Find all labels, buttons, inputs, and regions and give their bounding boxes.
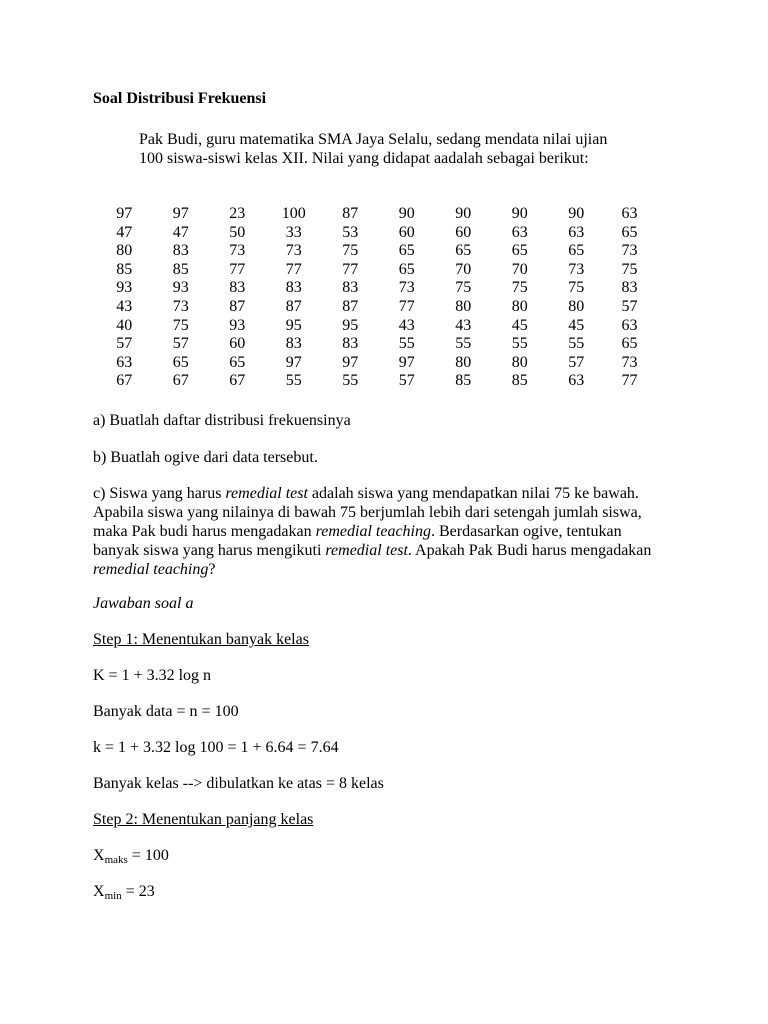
table-cell: 73 [621,242,638,260]
table-cell: 77 [229,260,246,278]
table-cell: 47 [116,223,133,241]
table-cell: 75 [342,242,359,260]
table-cell: 85 [511,372,528,390]
table-cell: 55 [455,335,472,353]
xmax-base: X [93,847,105,864]
table-cell: 80 [568,297,585,315]
step2-xmax [93,846,673,865]
table-cell: 67 [229,372,246,390]
table-cell: 93 [116,279,133,297]
question-a: a) Buatlah daftar distribusi frekuensinya [93,412,351,429]
table-cell: 65 [621,335,638,353]
table-cell: 83 [621,279,638,297]
table-cell: 97 [342,353,359,371]
question-c-text: ? [208,561,216,578]
question-c-emphasis: remedial test [225,485,308,502]
table-cell: 60 [229,335,246,353]
step1-heading: Step 1: Menentukan banyak kelas [93,631,309,648]
question-c-emphasis: remedial teaching [315,523,431,540]
table-cell: 65 [511,242,528,260]
question-c-text: adalah siswa yang mendapatkan nilai 75 ke bawah. Apabila siswa yang nilainya di bawah 75 berjumlah lebih dari setengah jumlah siswa, maka Pak budi harus mengadakan [93,485,642,540]
table-cell: 77 [621,372,638,390]
table-cell: 87 [342,297,359,315]
table-cell: 77 [398,297,415,315]
table-cell: 65 [229,353,246,371]
xmin-value: = 23 [121,883,155,900]
table-cell: 95 [285,316,302,334]
table-row [96,242,638,261]
table-cell: 97 [398,353,415,371]
question-b: b) Buatlah ogive dari data tersebut. [93,449,318,466]
table-row [96,298,638,317]
table-cell: 65 [568,242,585,260]
table-row [96,205,638,224]
table-cell: 63 [621,205,638,222]
table-cell: 90 [511,205,528,222]
table-cell: 85 [172,260,189,278]
table-cell: 65 [455,242,472,260]
table-cell: 33 [285,223,302,241]
step2-heading: Step 2: Menentukan panjang kelas [93,811,314,828]
table-cell: 90 [398,205,415,222]
table-cell: 83 [172,242,189,260]
table-cell: 75 [455,279,472,297]
table-cell: 70 [455,260,472,278]
table-cell: 70 [511,260,528,278]
table-cell: 55 [398,335,415,353]
table-cell: 77 [285,260,302,278]
table-cell: 23 [229,205,246,222]
table-cell: 80 [455,353,472,371]
xmax-value: = 100 [127,847,169,864]
xmin-base: X [93,883,105,900]
table-cell: 65 [398,260,415,278]
table-cell: 75 [172,316,189,334]
table-cell: 50 [229,223,246,241]
table-cell: 87 [285,297,302,315]
table-cell: 67 [116,372,133,390]
question-c-text: . Berdasarkan ogive, tentukan banyak siswa yang harus mengikuti [93,523,622,559]
step1-result: Banyak kelas --> dibulatkan ke atas = 8 kelas [93,775,384,792]
table-cell: 55 [511,335,528,353]
table-row [96,279,638,298]
table-cell: 65 [398,242,415,260]
table-cell: 73 [568,260,585,278]
table-row [96,354,638,373]
answer-title: Jawaban soal a [93,595,194,612]
question-c-emphasis: remedial teaching [93,561,209,578]
table-cell: 100 [281,205,306,222]
table-cell: 95 [342,316,359,334]
table-cell: 55 [285,372,302,390]
table-cell: 87 [229,297,246,315]
table-cell: 85 [116,260,133,278]
table-cell: 87 [342,205,359,222]
table-cell: 55 [342,372,359,390]
table-cell: 80 [511,353,528,371]
table-cell: 85 [455,372,472,390]
question-c-text: . Apakah Pak Budi harus mengadakan [407,542,652,559]
table-cell: 83 [342,335,359,353]
table-cell: 63 [568,223,585,241]
table-cell: 75 [511,279,528,297]
table-cell: 63 [116,353,133,371]
table-cell: 60 [398,223,415,241]
table-cell: 55 [568,335,585,353]
table-cell: 53 [342,223,359,241]
table-cell: 97 [172,205,189,222]
table-cell: 57 [621,297,638,315]
xmax-subscript: maks [104,854,128,866]
table-cell: 43 [116,297,133,315]
table-cell: 90 [455,205,472,222]
table-cell: 93 [172,279,189,297]
table-cell: 65 [172,353,189,371]
table-cell: 47 [172,223,189,241]
xmin-subscript: min [104,890,122,902]
table-cell: 73 [229,242,246,260]
table-cell: 73 [621,353,638,371]
table-cell: 83 [285,335,302,353]
table-cell: 65 [621,223,638,241]
table-cell: 57 [398,372,415,390]
table-cell: 90 [568,205,585,222]
step1-formula: K = 1 + 3.32 log n [93,667,212,684]
table-cell: 57 [568,353,585,371]
table-cell: 40 [116,316,133,334]
table-cell: 63 [568,372,585,390]
document-title: Soal Distribusi Frekuensi [93,90,267,107]
table-cell: 83 [285,279,302,297]
table-cell: 75 [568,279,585,297]
table-row [96,317,638,336]
scores-table [96,205,638,391]
table-cell: 83 [342,279,359,297]
step1-calculation: k = 1 + 3.32 log 100 = 1 + 6.64 = 7.64 [93,739,339,756]
table-row [96,224,638,243]
table-cell: 73 [285,242,302,260]
table-cell: 97 [116,205,133,222]
question-c [93,484,668,579]
table-cell: 43 [398,316,415,334]
question-c-text: c) Siswa yang harus [93,485,226,502]
table-cell: 45 [511,316,528,334]
step1-data-count: Banyak data = n = 100 [93,703,239,720]
intro-paragraph: Pak Budi, guru matematika SMA Jaya Selalu, sedang mendata nilai ujian 100 siswa-siswi kelas XII. Nilai yang didapat aadalah sebagai berikut: [139,131,608,167]
table-cell: 63 [621,316,638,334]
table-row [96,261,638,280]
table-cell: 63 [511,223,528,241]
table-cell: 83 [229,279,246,297]
scores-table-body [96,205,638,391]
table-cell: 73 [172,297,189,315]
table-cell: 77 [342,260,359,278]
table-cell: 97 [285,353,302,371]
table-cell: 60 [455,223,472,241]
table-cell: 73 [398,279,415,297]
table-cell: 80 [511,297,528,315]
table-cell: 43 [455,316,472,334]
table-cell: 93 [229,316,246,334]
table-cell: 80 [455,297,472,315]
table-row [96,335,638,354]
question-c-emphasis: remedial test [325,542,408,559]
table-cell: 80 [116,242,133,260]
table-cell: 57 [172,335,189,353]
step2-xmin [93,882,673,901]
table-cell: 45 [568,316,585,334]
table-row [96,372,638,391]
table-cell: 75 [621,260,638,278]
table-cell: 57 [116,335,133,353]
table-cell: 67 [172,372,189,390]
